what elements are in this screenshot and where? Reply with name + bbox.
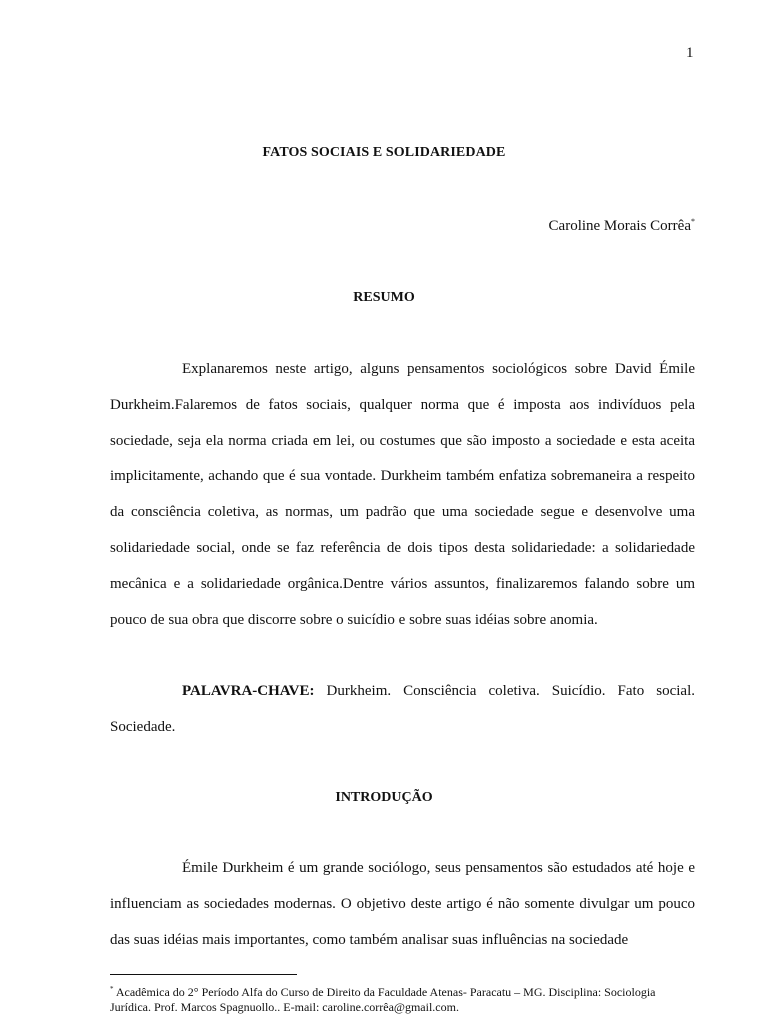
footnote-text: Acadêmica do 2° Período Alfa do Curso de Direito da Faculdade Atenas- Paracatu – MG. Disciplina: Sociologia Jurídica. Prof. Marcos Spagnuollo.. E-mail: caroline.corrêa@gmail.com. (110, 985, 656, 1014)
footnote-divider (110, 974, 297, 975)
author-line (549, 217, 695, 235)
page-number: 1 (686, 45, 694, 61)
author-footnote-mark: * (691, 217, 695, 226)
footnote-mark: * (110, 985, 114, 993)
keywords-text: Durkheim. Consciência coletiva. Suicídio. Fato social. Sociedade. (110, 683, 695, 735)
abstract-paragraph: Explanaremos neste artigo, alguns pensamentos sociológicos sobre David Émile Durkheim.Falaremos de fatos sociais, qualquer norma que é imposta aos indivíduos pela sociedade, seja ela norma criada em lei, ou costumes que são imposto a sociedade e esta aceita implicitamente, achando que é sua vontade. Durkheim também enfatiza sobremaneira a respeito da consciência coletiva, as normas, um padrão que uma sociedade segue e desenvolve uma solidariedade social, onde se faz referência de dois tipos desta solidariedade: a solidariedade mecânica e a solidariedade orgânica.Dentre vários assuntos, finalizaremos falando sobre um pouco de sua obra que discorre sobre o suicídio e sobre suas idéias sobre anomia. (110, 361, 695, 628)
abstract-heading: RESUMO (353, 290, 415, 305)
introduction-paragraph: Émile Durkheim é um grande sociólogo, seus pensamentos são estudados até hoje e influenciam as sociedades modernas. O objetivo deste artigo é não somente divulgar um pouco das suas idéias mais importantes, como também analisar suas influências na sociedade (110, 860, 695, 948)
author-name: Caroline Morais Corrêa (548, 218, 691, 234)
footnote (110, 982, 695, 1015)
introduction-heading: INTRODUÇÃO (335, 790, 433, 805)
document-title: FATOS SOCIAIS E SOLIDARIEDADE (262, 145, 506, 160)
keywords-paragraph (110, 674, 695, 746)
keywords-label: PALAVRA-CHAVE: (182, 683, 315, 699)
